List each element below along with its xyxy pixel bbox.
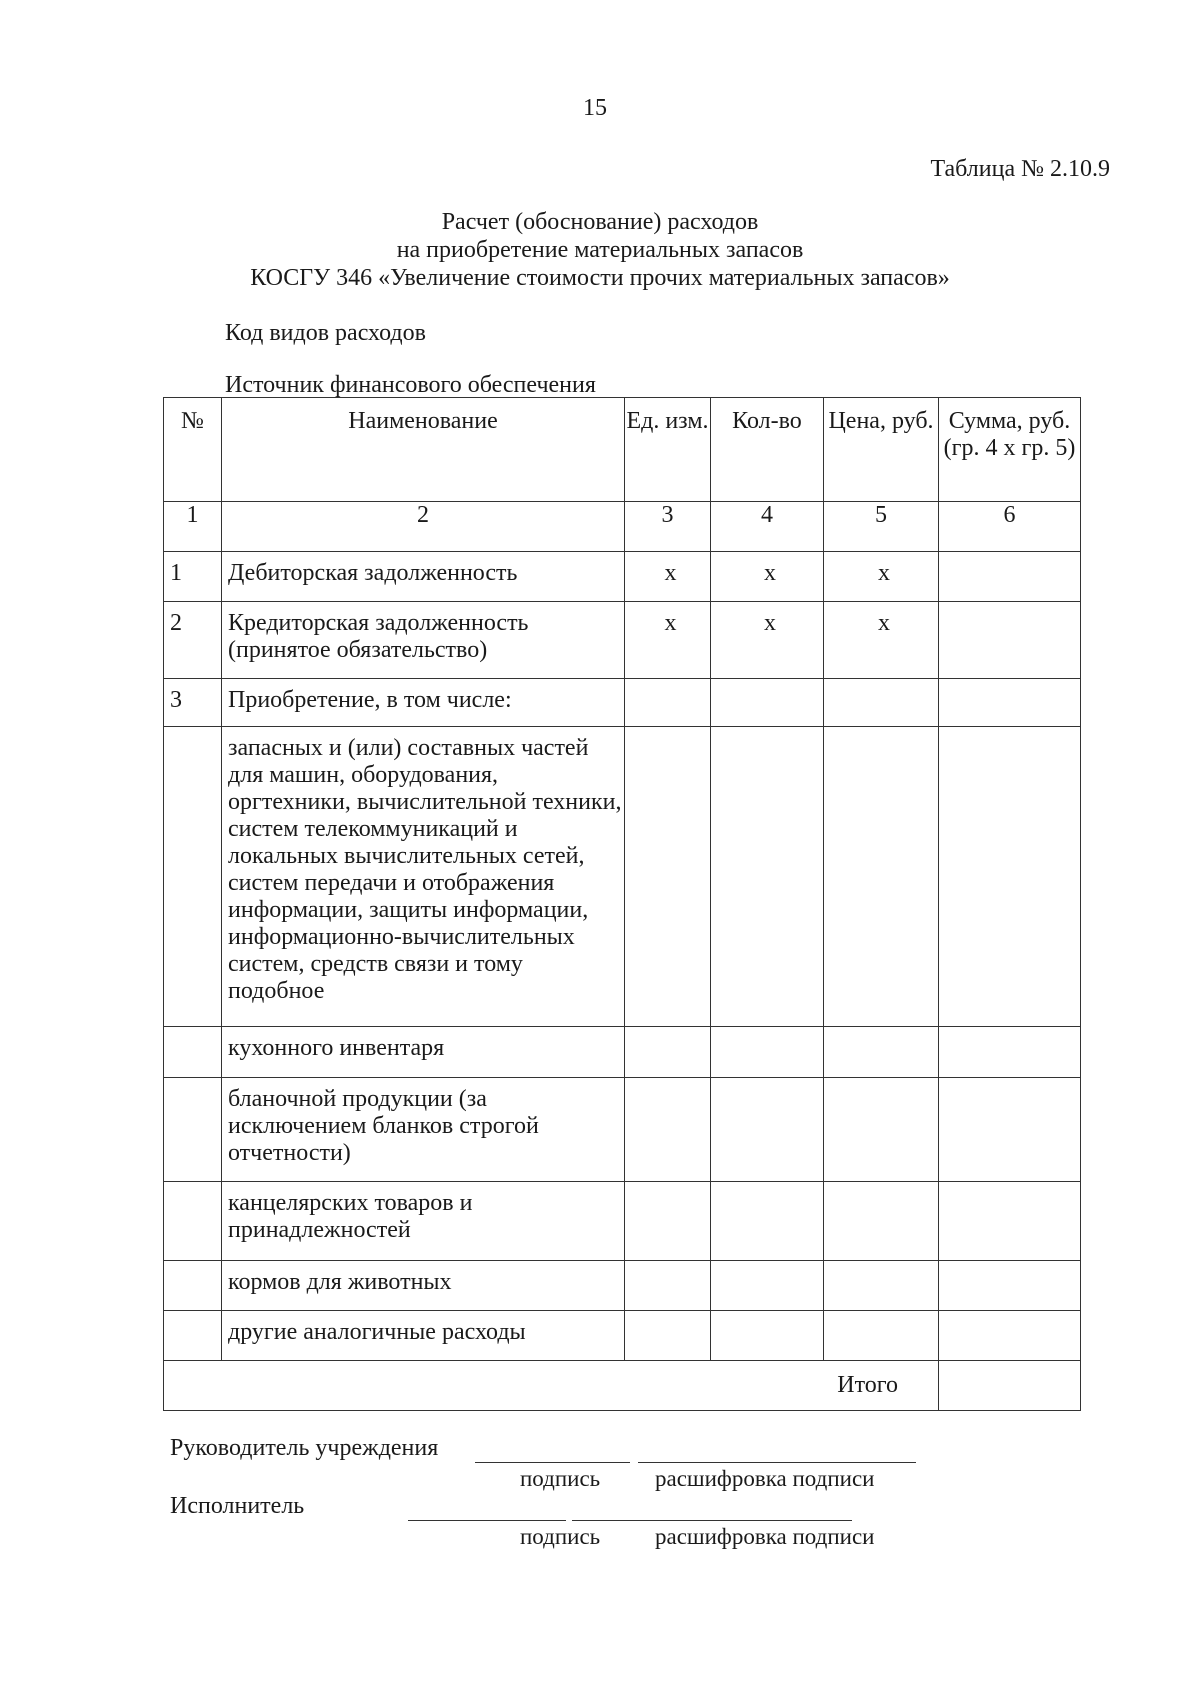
row-unit: х	[625, 552, 711, 602]
row-unit	[625, 1311, 711, 1361]
row-price	[824, 727, 939, 1027]
row-num	[164, 1027, 222, 1078]
header-qty: Кол-во	[711, 398, 824, 502]
row-unit	[625, 1027, 711, 1078]
table-row	[164, 1311, 1081, 1361]
row-num: 2	[164, 602, 222, 679]
row-qty	[711, 1261, 824, 1311]
executor-decoding-line[interactable]	[572, 1520, 852, 1521]
col-number: 3	[625, 502, 711, 552]
head-decoding-caption: расшифровка подписи	[655, 1466, 875, 1491]
executor-signature-line[interactable]	[408, 1520, 566, 1521]
head-decoding-line[interactable]	[638, 1462, 916, 1463]
row-price	[824, 1311, 939, 1361]
row-qty	[711, 1078, 824, 1182]
col-number: 1	[164, 502, 222, 552]
expense-code-label: Код видов расходов	[225, 320, 426, 346]
row-name: запасных и (или) составных частей для машин, оборудования, оргтехники, вычислительной техники, систем телекоммуникаций и локальных вычислительных сетей, систем передачи и отображения информации, защиты информации, информационно-вычислительных систем, средств связи и тому подобное	[222, 727, 625, 1027]
row-unit	[625, 679, 711, 727]
row-num	[164, 1261, 222, 1311]
row-name: Дебиторская задолженность	[222, 552, 625, 602]
row-sum	[939, 1078, 1081, 1182]
row-sum	[939, 602, 1081, 679]
header-unit: Ед. изм.	[625, 398, 711, 502]
table-row	[164, 679, 1081, 727]
row-qty	[711, 679, 824, 727]
row-num	[164, 727, 222, 1027]
executor-decoding-caption: расшифровка подписи	[655, 1524, 875, 1549]
total-label: Итого	[164, 1361, 939, 1411]
row-sum	[939, 552, 1081, 602]
row-unit	[625, 1182, 711, 1261]
row-price	[824, 1027, 939, 1078]
table-label: Таблица № 2.10.9	[930, 156, 1110, 182]
table-row	[164, 1182, 1081, 1261]
row-qty	[711, 1311, 824, 1361]
col-number: 6	[939, 502, 1081, 552]
row-name: канцелярских товаров и принадлежностей	[222, 1182, 625, 1261]
title-line-2: на приобретение материальных запасов	[396, 237, 804, 263]
total-row	[164, 1361, 1081, 1411]
row-qty	[711, 727, 824, 1027]
executor-signature-caption: подпись	[520, 1524, 601, 1549]
row-num	[164, 1182, 222, 1261]
title-line-1: Расчет (обоснование) расходов	[441, 209, 759, 235]
row-price: х	[824, 552, 939, 602]
row-name: бланочной продукции (за исключением бланков строгой отчетности)	[222, 1078, 625, 1182]
header-price: Цена, руб.	[824, 398, 939, 502]
header-row	[164, 398, 1081, 502]
row-sum	[939, 1182, 1081, 1261]
row-unit	[625, 727, 711, 1027]
row-num	[164, 1311, 222, 1361]
total-value	[939, 1361, 1081, 1411]
column-numbers-row	[164, 502, 1081, 552]
row-num: 1	[164, 552, 222, 602]
header-sum: Сумма, руб. (гр. 4 х гр. 5)	[939, 398, 1081, 502]
row-qty: х	[711, 602, 824, 679]
table-row	[164, 552, 1081, 602]
row-sum	[939, 1261, 1081, 1311]
table-row	[164, 1261, 1081, 1311]
col-number: 2	[222, 502, 625, 552]
row-name: Приобретение, в том числе:	[222, 679, 625, 727]
row-sum	[939, 679, 1081, 727]
row-price	[824, 679, 939, 727]
row-price: х	[824, 602, 939, 679]
row-num: 3	[164, 679, 222, 727]
table-row	[164, 1078, 1081, 1182]
row-unit	[625, 1078, 711, 1182]
col-number: 5	[824, 502, 939, 552]
row-unit: х	[625, 602, 711, 679]
table-row	[164, 727, 1081, 1027]
row-name: другие аналогичные расходы	[222, 1311, 625, 1361]
head-signature-caption: подпись	[520, 1466, 601, 1491]
row-unit	[625, 1261, 711, 1311]
executor-label: Исполнитель	[170, 1493, 305, 1519]
row-num	[164, 1078, 222, 1182]
row-name: кормов для животных	[222, 1261, 625, 1311]
row-price	[824, 1078, 939, 1182]
row-sum	[939, 727, 1081, 1027]
page-number: 15	[583, 95, 607, 121]
funding-source-label: Источник финансового обеспечения	[225, 372, 596, 398]
calculation-table	[163, 397, 1081, 1411]
row-price	[824, 1182, 939, 1261]
row-qty	[711, 1027, 824, 1078]
title-line-3: КОСГУ 346 «Увеличение стоимости прочих материальных запасов»	[250, 265, 950, 291]
header-name: Наименование	[222, 398, 625, 502]
head-signature-line[interactable]	[475, 1462, 630, 1463]
row-sum	[939, 1027, 1081, 1078]
row-name: кухонного инвентаря	[222, 1027, 625, 1078]
row-qty	[711, 1182, 824, 1261]
table-row	[164, 1027, 1081, 1078]
header-num: №	[164, 398, 222, 502]
row-qty: х	[711, 552, 824, 602]
document-title	[0, 208, 1200, 292]
row-name: Кредиторская задолженность (принятое обязательство)	[222, 602, 625, 679]
table-row	[164, 602, 1081, 679]
row-price	[824, 1261, 939, 1311]
row-sum	[939, 1311, 1081, 1361]
head-label: Руководитель учреждения	[170, 1435, 439, 1461]
col-number: 4	[711, 502, 824, 552]
